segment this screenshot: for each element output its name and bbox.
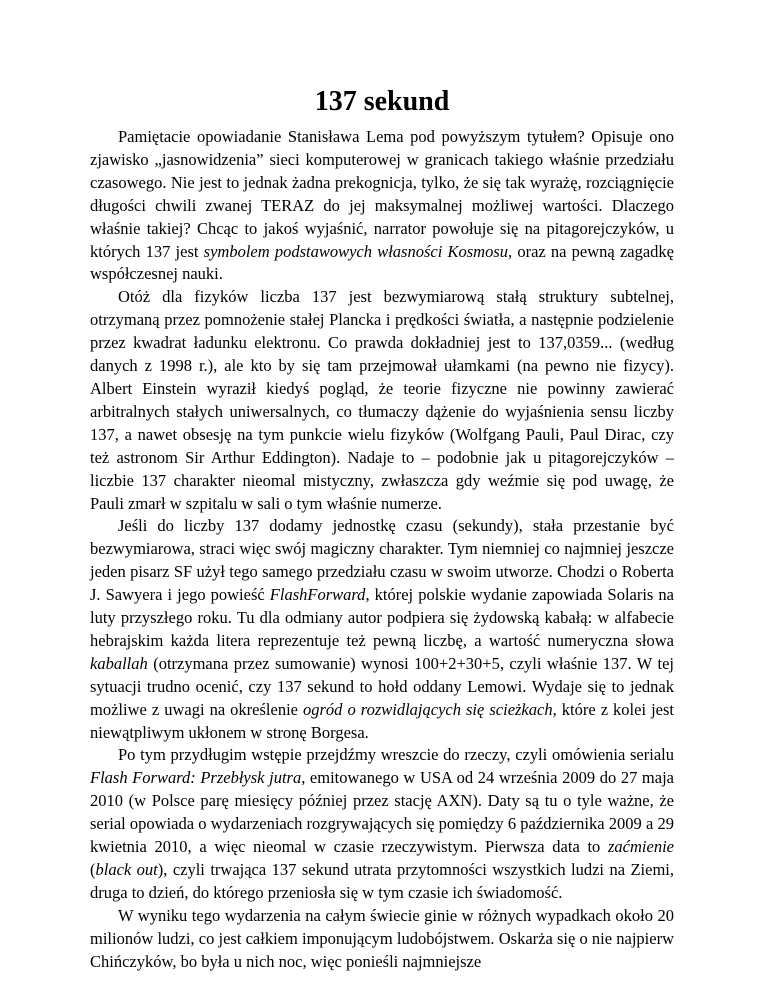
italic-text-run: kaballah — [90, 653, 148, 673]
document-page — [90, 84, 674, 974]
italic-text-run: black out — [95, 860, 158, 879]
italic-text-run: Flash Forward: Przebłysk jutra — [90, 768, 302, 788]
text-run: , które z kolei jest niewątpliwym ukłonem w stronę Borgesa. — [90, 699, 674, 742]
text-run: , emitowanego w USA od 24 września 2009 do 27 maja 2010 (w Polsce parę miesięcy później przez stację AXN). Daty są tu o tyle ważne, że serial opowiada o wydarzeniach rozgrywających się pomiędzy 6 października 2009 a 29 kwietnia 2010, a więc nieomal w czasie rzeczywistym. Pierwsza data to — [90, 768, 674, 857]
text-run: ( — [90, 860, 96, 879]
text-run: ), czyli trwająca 137 sekund utrata przytomności wszystkich ludzi na Ziemi, druga to dzień, do którego przeniosła się w tym czasie ich świadomość. — [90, 860, 674, 902]
text-run: Pamiętacie opowiadanie Stanisława Lema pod powyższym tytułem? Opisuje ono zjawisko „jasnowidzenia” sieci komputerowej w granicach takiego właśnie przedziału czasowego. Nie jest to jednak żadna prekognicja, tylko, że się tak wyrażę, rozciągnięcie długości chwili zwanej TERAZ do jej maksymalnej możliwej wartości. Dlaczego właśnie takiej? Chcąc to jakoś wyjaśnić, narrator powołuje się na pitagorejczyków, u których 137 jest — [90, 127, 674, 261]
italic-text-run: ogród o rozwidlających się scieżkach — [303, 699, 553, 719]
paragraph-4 — [90, 744, 674, 904]
text-run: Jeśli do liczby 137 dodamy jednostkę czasu (sekundy), stała przestanie być bezwymiarowa, straci więc swój magiczny charakter. Tym niemniej co najmniej jeszcze jeden pisarz SF użył tego samego przedziału czasu w swoim utworze. Chodzi o Roberta J. Sawyera i jego powieść — [90, 516, 674, 605]
paragraph-2 — [90, 286, 674, 515]
text-run: Po tym przydługim wstępie przejdźmy wreszcie do rzeczy, czyli omówienia serialu — [118, 745, 674, 765]
text-run: , której polskie wydanie zapowiada Solaris na luty przyszłego roku. Tu dla odmiany autor podpiera się żydowską kabałą: w alfabecie hebrajskim każda litera reprezentuje też pewną liczbę, a wartość numeryczna słowa — [90, 585, 674, 650]
text-run: W wyniku tego wydarzenia na całym świecie ginie w różnych wypadkach około 20 milionów ludzi, co jest całkiem imponującym ludobójstwem. Oskarża się o nie najpierw Chińczyków, bo była u nich noc, więc ponieśli najmniejsze — [90, 905, 674, 971]
paragraph-5 — [90, 905, 674, 974]
italic-text-run: zaćmienie — [608, 837, 674, 857]
italic-text-run: FlashForward — [269, 585, 366, 605]
text-run: , oraz na pewną zagadkę współczesnej nauki. — [90, 241, 674, 284]
paragraph-1 — [90, 126, 674, 286]
italic-text-run: symbolem podstawowych własności Kosmosu — [203, 241, 508, 261]
text-run: Otóż dla fizyków liczba 137 jest bezwymiarową stałą struktury subtelnej, otrzymaną przez pomnożenie stałej Plancka i prędkości światła, a następnie podzielenie przez kwadrat ładunku elektronu. Co prawda dokładniej jest to 137,0359... (według danych z 1998 r.), ale kto by się tam przejmował ułamkami (na pewno nie fizycy). Albert Einstein wyraził kiedyś pogląd, że teorie fizyczne nie powinny zawierać arbitralnych stałych uniwersalnych, co tłumaczy dążenie do wyjaśnienia sensu liczby 137, a nawet obsesję na tym punkcie wielu fizyków (Wolfgang Pauli, Paul Dirac, czy też astronom Sir Arthur Eddington). Nadaje to – podobnie jak u pitagorejczyków – liczbie 137 charakter nieomal mistyczny, zwłaszcza gdy weźmie się pod uwagę, że Pauli zmarł w szpitalu w sali o tym właśnie numerze. — [90, 287, 674, 513]
text-run: (otrzymana przez sumowanie) wynosi 100+2+30+5, czyli właśnie 137. W tej sytuacji trudno ocenić, czy 137 sekund to hołd oddany Lemowi. Wydaje się to jednak możliwe z uwagi na określenie — [90, 653, 674, 719]
paragraph-3 — [90, 515, 674, 744]
page-title: 137 sekund — [314, 86, 450, 117]
